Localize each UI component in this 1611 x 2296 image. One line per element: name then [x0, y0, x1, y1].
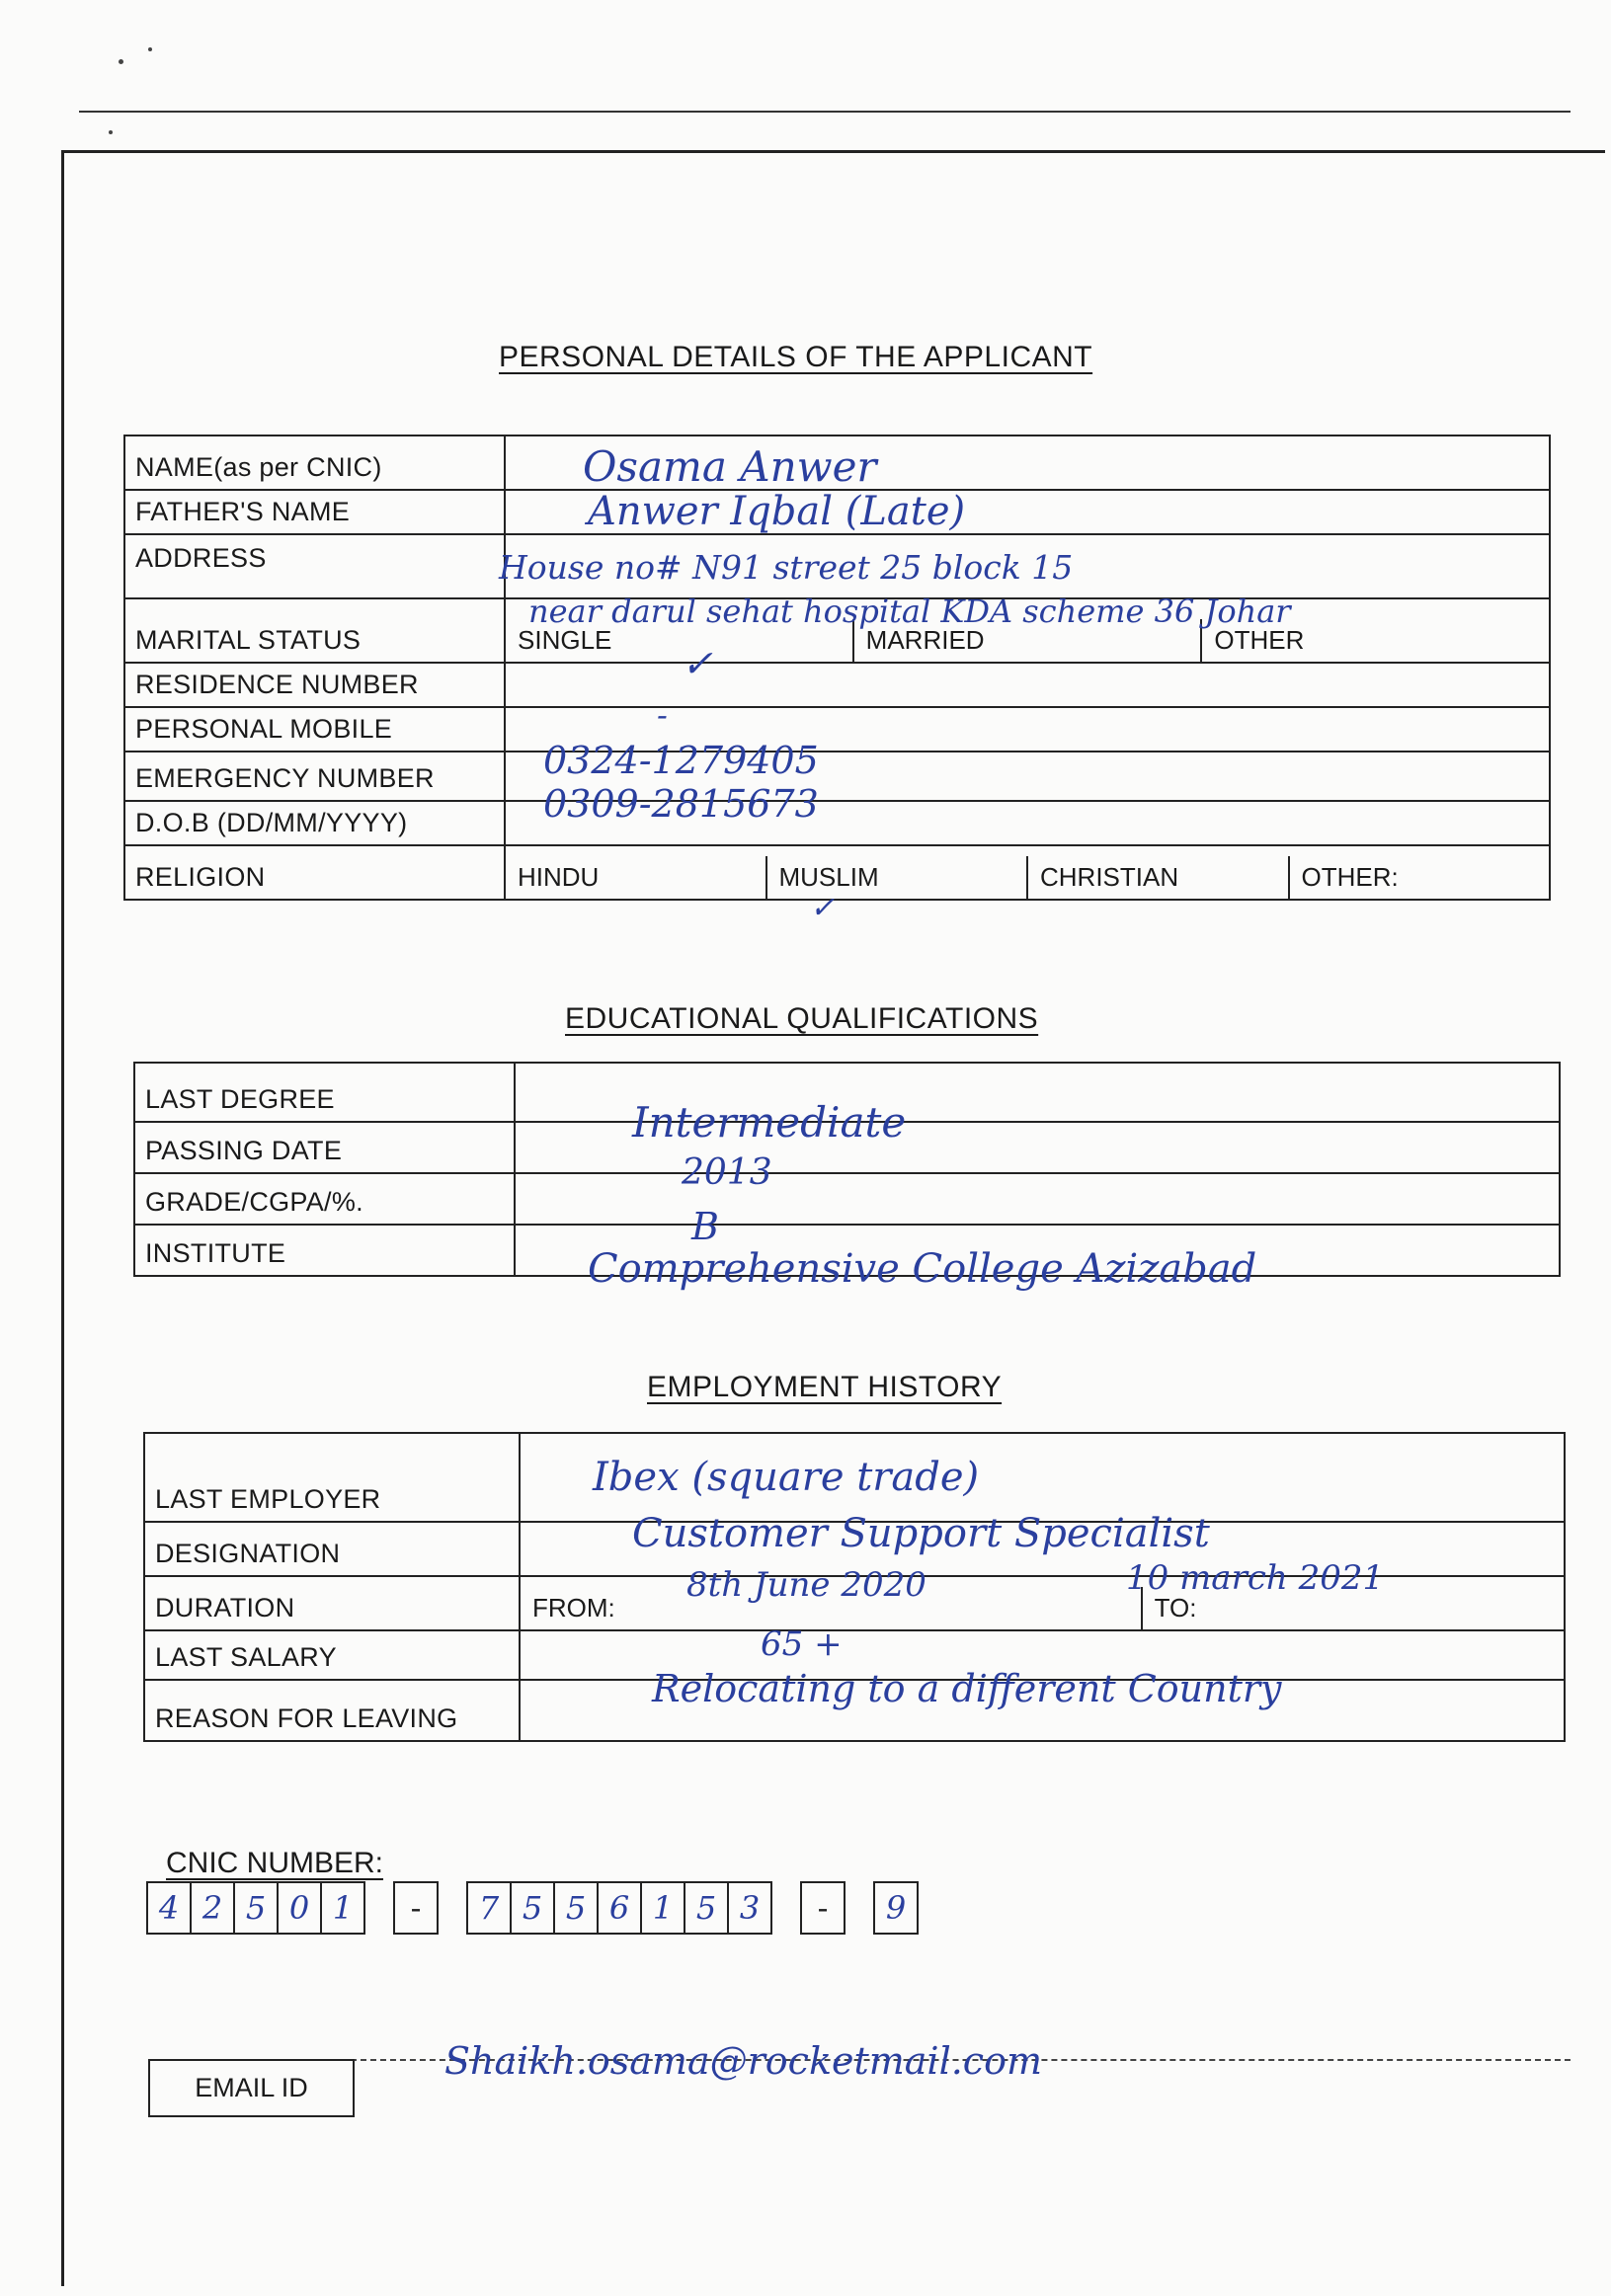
dob-label: D.O.B (DD/MM/YYYY) — [124, 801, 505, 845]
name-label: NAME(as per CNIC) — [124, 435, 505, 490]
personal-mobile-handwritten-value: 0324-1279405 — [543, 739, 819, 782]
duration-from-label[interactable]: FROM: — [521, 1587, 1143, 1629]
cnic-digit-box[interactable]: 7 — [466, 1881, 512, 1935]
cnic-digit-box[interactable]: 0 — [277, 1881, 322, 1935]
religion-hindu-option[interactable]: HINDU — [506, 856, 767, 899]
father-name-handwritten-value: Anwer Iqbal (Late) — [588, 489, 966, 534]
cnic-digit-box[interactable]: 2 — [190, 1881, 235, 1935]
cnic-digit-box[interactable]: 6 — [597, 1881, 642, 1935]
religion-muslim-option[interactable]: MUSLIM — [767, 856, 1029, 899]
cnic-separator-2 — [802, 1881, 846, 1935]
reason-for-leaving-handwritten-value: Relocating to a different Country — [652, 1667, 1282, 1710]
religion-label: RELIGION — [124, 845, 505, 900]
religion-options — [505, 845, 1550, 900]
marital-single-checkmark: ✓ — [682, 642, 713, 685]
grade-field[interactable] — [515, 1173, 1560, 1225]
religion-other-option[interactable]: OTHER: — [1301, 862, 1399, 892]
cnic-separator-box: - — [800, 1881, 846, 1935]
cnic-digit-box[interactable]: 9 — [873, 1881, 919, 1935]
grade-label: GRADE/CGPA/%. — [134, 1173, 515, 1225]
marital-single-option[interactable]: SINGLE — [506, 619, 854, 662]
duration-to-handwritten-value: 10 march 2021 — [1126, 1558, 1385, 1598]
last-employer-handwritten-value: Ibex (square trade) — [593, 1455, 980, 1500]
address-line2-handwritten-value: near darul sehat hospital KDA scheme 36 Johar — [528, 593, 1291, 630]
marital-married-option[interactable]: MARRIED — [854, 619, 1203, 662]
cnic-digit-box[interactable]: 5 — [684, 1881, 729, 1935]
emergency-number-label: EMERGENCY NUMBER — [124, 752, 505, 801]
cnic-group-2 — [468, 1881, 772, 1935]
cnic-digit-box[interactable]: 1 — [640, 1881, 685, 1935]
religion-christian-option[interactable]: CHRISTIAN — [1028, 856, 1290, 899]
institute-handwritten-value: Comprehensive College Azizabad — [588, 1246, 1257, 1292]
education-section-title: EDUCATIONAL QUALIFICATIONS — [565, 1002, 1039, 1035]
last-degree-label: LAST DEGREE — [134, 1063, 515, 1122]
grade-handwritten-value: B — [691, 1205, 719, 1248]
cnic-group-3 — [875, 1881, 919, 1935]
cnic-number-boxes — [148, 1881, 948, 1935]
last-degree-handwritten-value: Intermediate — [632, 1098, 907, 1147]
duration-from-handwritten-value: 8th June 2020 — [686, 1565, 926, 1605]
reason-for-leaving-label: REASON FOR LEAVING — [144, 1680, 520, 1741]
email-id-label: EMAIL ID — [148, 2059, 355, 2117]
scan-edge-line — [79, 111, 1571, 113]
residence-number-label: RESIDENCE NUMBER — [124, 663, 505, 707]
duration-to-label[interactable]: TO: — [1154, 1593, 1197, 1623]
cnic-separator-box: - — [393, 1881, 439, 1935]
last-salary-handwritten-value: 65 + — [761, 1624, 843, 1664]
personal-section-title: PERSONAL DETAILS OF THE APPLICANT — [499, 341, 1093, 373]
cnic-digit-box[interactable]: 4 — [146, 1881, 192, 1935]
emergency-number-handwritten-value: 0309-2815673 — [543, 782, 819, 826]
duration-label: DURATION — [144, 1576, 520, 1630]
marital-other-option[interactable]: OTHER — [1214, 625, 1305, 655]
cnic-digit-box[interactable]: 5 — [510, 1881, 555, 1935]
email-handwritten-value[interactable]: Shaikh.osama@rocketmail.com — [444, 2039, 1042, 2083]
cnic-number-label: CNIC NUMBER: — [166, 1847, 384, 1879]
cnic-digit-box[interactable]: 1 — [320, 1881, 365, 1935]
name-handwritten-value: Osama Anwer — [583, 442, 877, 491]
cnic-digit-box[interactable]: 5 — [553, 1881, 599, 1935]
father-name-label: FATHER'S NAME — [124, 490, 505, 534]
scan-speck — [148, 47, 152, 51]
passing-date-handwritten-value: 2013 — [682, 1152, 772, 1193]
address-label: ADDRESS — [124, 534, 505, 598]
scan-speck — [109, 130, 113, 134]
address-line1-handwritten-value: House no# N91 street 25 block 15 — [499, 548, 1074, 587]
designation-handwritten-value: Customer Support Specialist — [632, 1511, 1210, 1556]
last-employer-label: LAST EMPLOYER — [144, 1433, 520, 1522]
passing-date-label: PASSING DATE — [134, 1122, 515, 1173]
institute-label: INSTITUTE — [134, 1225, 515, 1276]
personal-mobile-label: PERSONAL MOBILE — [124, 707, 505, 752]
residence-number-handwritten-value: - — [657, 696, 668, 734]
duration-field — [520, 1576, 1565, 1630]
last-salary-label: LAST SALARY — [144, 1630, 520, 1680]
scan-speck — [119, 59, 123, 64]
marital-status-label: MARITAL STATUS — [124, 598, 505, 663]
designation-label: DESIGNATION — [144, 1522, 520, 1576]
cnic-digit-box[interactable]: 3 — [727, 1881, 772, 1935]
cnic-digit-box[interactable]: 5 — [233, 1881, 279, 1935]
cnic-group-1 — [148, 1881, 365, 1935]
religion-muslim-checkmark: ✓ — [810, 891, 836, 925]
employment-section-title: EMPLOYMENT HISTORY — [647, 1371, 1003, 1403]
cnic-separator-1 — [395, 1881, 439, 1935]
education-table — [133, 1062, 1561, 1277]
